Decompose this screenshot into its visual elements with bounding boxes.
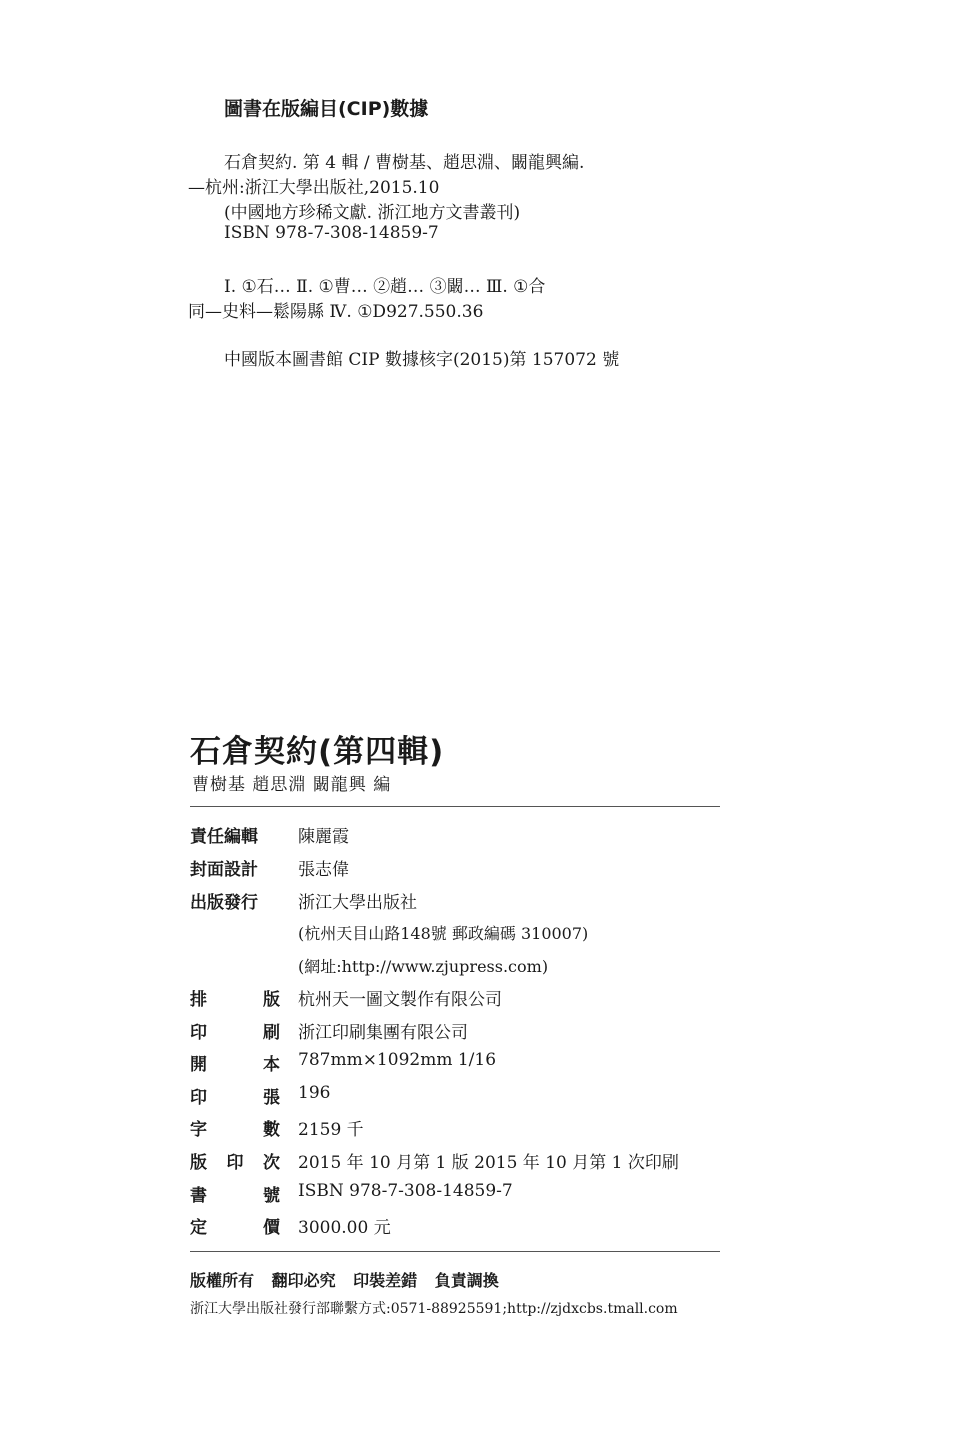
spec-label-char: 印	[190, 1088, 207, 1108]
divider	[190, 1251, 720, 1252]
rights-notice: 版權所有 翻印必究 印裝差錯 負責調換	[190, 1271, 499, 1290]
spec-label-char: 張	[263, 1088, 280, 1108]
spec-label-char: 書	[190, 1186, 207, 1206]
spec-label-char: 刷	[263, 1023, 280, 1043]
spec-label-char: 版	[263, 990, 280, 1010]
spec-label-char: 數	[263, 1120, 280, 1140]
spec-value: 2015 年 10 月第 1 版 2015 年 10 月第 1 次印刷	[298, 1153, 679, 1173]
cip-heading: 圖書在版編目(CIP)數據	[224, 98, 429, 120]
cip-classification-line: 同—史料—鬆陽縣 Ⅳ. ①D927.550.36	[188, 302, 484, 322]
credit-value: 張志偉	[298, 860, 349, 880]
spec-label-char: 本	[263, 1055, 280, 1075]
spec-value: 杭州天一圖文製作有限公司	[298, 990, 502, 1010]
divider	[190, 806, 720, 807]
spec-label-char: 次	[263, 1153, 280, 1173]
credit-value: 陳麗霞	[298, 827, 349, 847]
spec-label-char: 版	[190, 1153, 207, 1173]
credit-label: 責任編輯	[190, 827, 258, 847]
spec-label-char: 排	[190, 990, 207, 1010]
spec-value: 2159 千	[298, 1120, 364, 1140]
credit-value: 浙江大學出版社	[298, 893, 417, 913]
spec-label-char: 字	[190, 1120, 207, 1140]
publisher-website: (網址:http://www.zjupress.com)	[298, 957, 549, 976]
spec-label-char: 號	[263, 1186, 280, 1206]
credit-label: 出版發行	[190, 893, 258, 913]
credit-label: 封面設計	[190, 860, 258, 880]
spec-value: 196	[298, 1083, 331, 1103]
publisher-address: (杭州天目山路148號 郵政編碼 310007)	[298, 924, 589, 943]
distribution-contact: 浙江大學出版社發行部聯繫方式:0571-88925591;http://zjdxcbs.tmall.com	[190, 1301, 678, 1317]
book-title: 石倉契約(第四輯)	[190, 734, 445, 770]
spec-label-char: 印	[190, 1023, 207, 1043]
cip-series-line: (中國地方珍稀文獻. 浙江地方文書叢刊)	[224, 203, 521, 223]
cip-classification-line: Ⅰ. ①石… Ⅱ. ①曹… ②趙… ③闞… Ⅲ. ①合	[224, 277, 546, 297]
spec-value: 3000.00 元	[298, 1218, 391, 1238]
spec-label-char: 價	[263, 1218, 280, 1238]
spec-value: ISBN 978-7-308-14859-7	[298, 1181, 513, 1201]
cip-record-number: 中國版本圖書館 CIP 數據核字(2015)第 157072 號	[224, 350, 620, 370]
spec-label-char: 開	[190, 1055, 207, 1075]
spec-value: 787mm×1092mm 1/16	[298, 1050, 497, 1070]
cip-entry-line: —杭州:浙江大學出版社,2015.10	[188, 178, 440, 198]
spec-value: 浙江印刷集團有限公司	[298, 1023, 468, 1043]
spec-label-char: 定	[190, 1218, 207, 1238]
cip-isbn-line: ISBN 978-7-308-14859-7	[224, 223, 439, 243]
book-authors: 曹樹基 趙思淵 闞龍興 編	[192, 775, 392, 795]
spec-label-char: 印	[226, 1153, 244, 1173]
cip-entry-line: 石倉契約. 第 4 輯 / 曹樹基、趙思淵、闞龍興編.	[224, 153, 585, 173]
